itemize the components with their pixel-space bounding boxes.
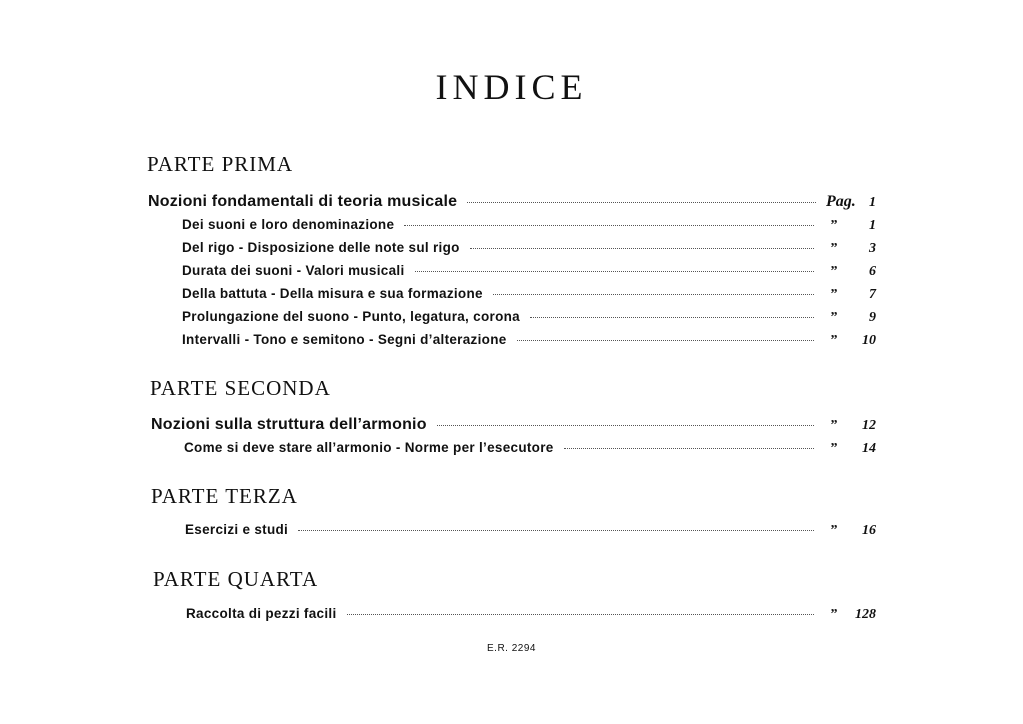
leader-dots — [415, 270, 814, 272]
ditto-mark: ” — [830, 310, 838, 325]
ditto-mark: ” — [830, 523, 838, 538]
toc-entry — [182, 217, 876, 239]
page-number: 3 — [869, 241, 876, 256]
ditto-mark: ” — [830, 287, 838, 302]
page-number: 7 — [869, 287, 876, 302]
toc-entry — [186, 606, 876, 628]
toc-entry-label: Come si deve stare all’armonio - Norme per l’esecutore — [184, 440, 554, 455]
toc-entry-label: Durata dei suoni - Valori musicali — [182, 263, 405, 278]
toc-entry-label: Dei suoni e loro denominazione — [182, 217, 395, 232]
toc-entry-label: Nozioni fondamentali di teoria musicale — [148, 193, 458, 210]
toc-entry-label: Raccolta di pezzi facili — [186, 606, 337, 621]
page-number: 6 — [869, 264, 876, 279]
page-number: 128 — [855, 607, 876, 622]
toc-entry-label: Intervalli - Tono e semitono - Segni d’alterazione — [182, 332, 507, 347]
ditto-mark: ” — [830, 607, 838, 622]
toc-entry — [184, 440, 876, 462]
page-number: 9 — [869, 310, 876, 325]
leader-dots — [470, 247, 814, 249]
leader-dots — [404, 224, 814, 226]
toc-entry — [182, 263, 876, 285]
toc-entry — [182, 240, 876, 262]
page-number: 10 — [862, 333, 876, 348]
toc-entry-label: Prolungazione del suono - Punto, legatura, corona — [182, 309, 520, 324]
leader-dots — [564, 447, 814, 449]
toc-entry — [182, 286, 876, 308]
leader-dots — [530, 316, 814, 318]
ditto-mark: ” — [830, 218, 838, 233]
ditto-mark: ” — [830, 241, 838, 256]
toc-entry — [151, 416, 876, 438]
leader-dots — [493, 293, 814, 295]
ditto-mark: ” — [830, 418, 838, 433]
page-marker: Pag. — [826, 193, 856, 210]
toc-entry — [182, 332, 876, 354]
toc-entry-label: Esercizi e studi — [185, 522, 289, 537]
page-number: 14 — [862, 441, 876, 456]
part-heading: PARTE PRIMA — [147, 152, 294, 176]
part-heading: PARTE QUARTA — [153, 567, 319, 591]
leader-dots — [347, 613, 815, 615]
page-title: INDICE — [435, 67, 588, 107]
ditto-mark: ” — [830, 333, 838, 348]
page-number: 16 — [862, 523, 876, 538]
toc-entry — [182, 309, 876, 331]
publisher-code: E.R. 2294 — [487, 643, 536, 654]
ditto-mark: ” — [830, 441, 838, 456]
page-number: 1 — [869, 218, 876, 233]
leader-dots — [298, 529, 814, 531]
ditto-mark: ” — [830, 264, 838, 279]
page-number: 12 — [862, 418, 876, 433]
toc-entry — [148, 193, 876, 215]
part-heading: PARTE SECONDA — [150, 376, 331, 400]
leader-dots — [467, 201, 816, 203]
toc-entry — [185, 522, 876, 544]
leader-dots — [517, 339, 814, 341]
toc-entry-label: Nozioni sulla struttura dell’armonio — [151, 416, 427, 433]
toc-entry-label: Della battuta - Della misura e sua formazione — [182, 286, 483, 301]
page-number: 1 — [869, 195, 876, 210]
toc-entry-label: Del rigo - Disposizione delle note sul rigo — [182, 240, 460, 255]
leader-dots — [437, 424, 814, 426]
part-heading: PARTE TERZA — [151, 484, 298, 508]
